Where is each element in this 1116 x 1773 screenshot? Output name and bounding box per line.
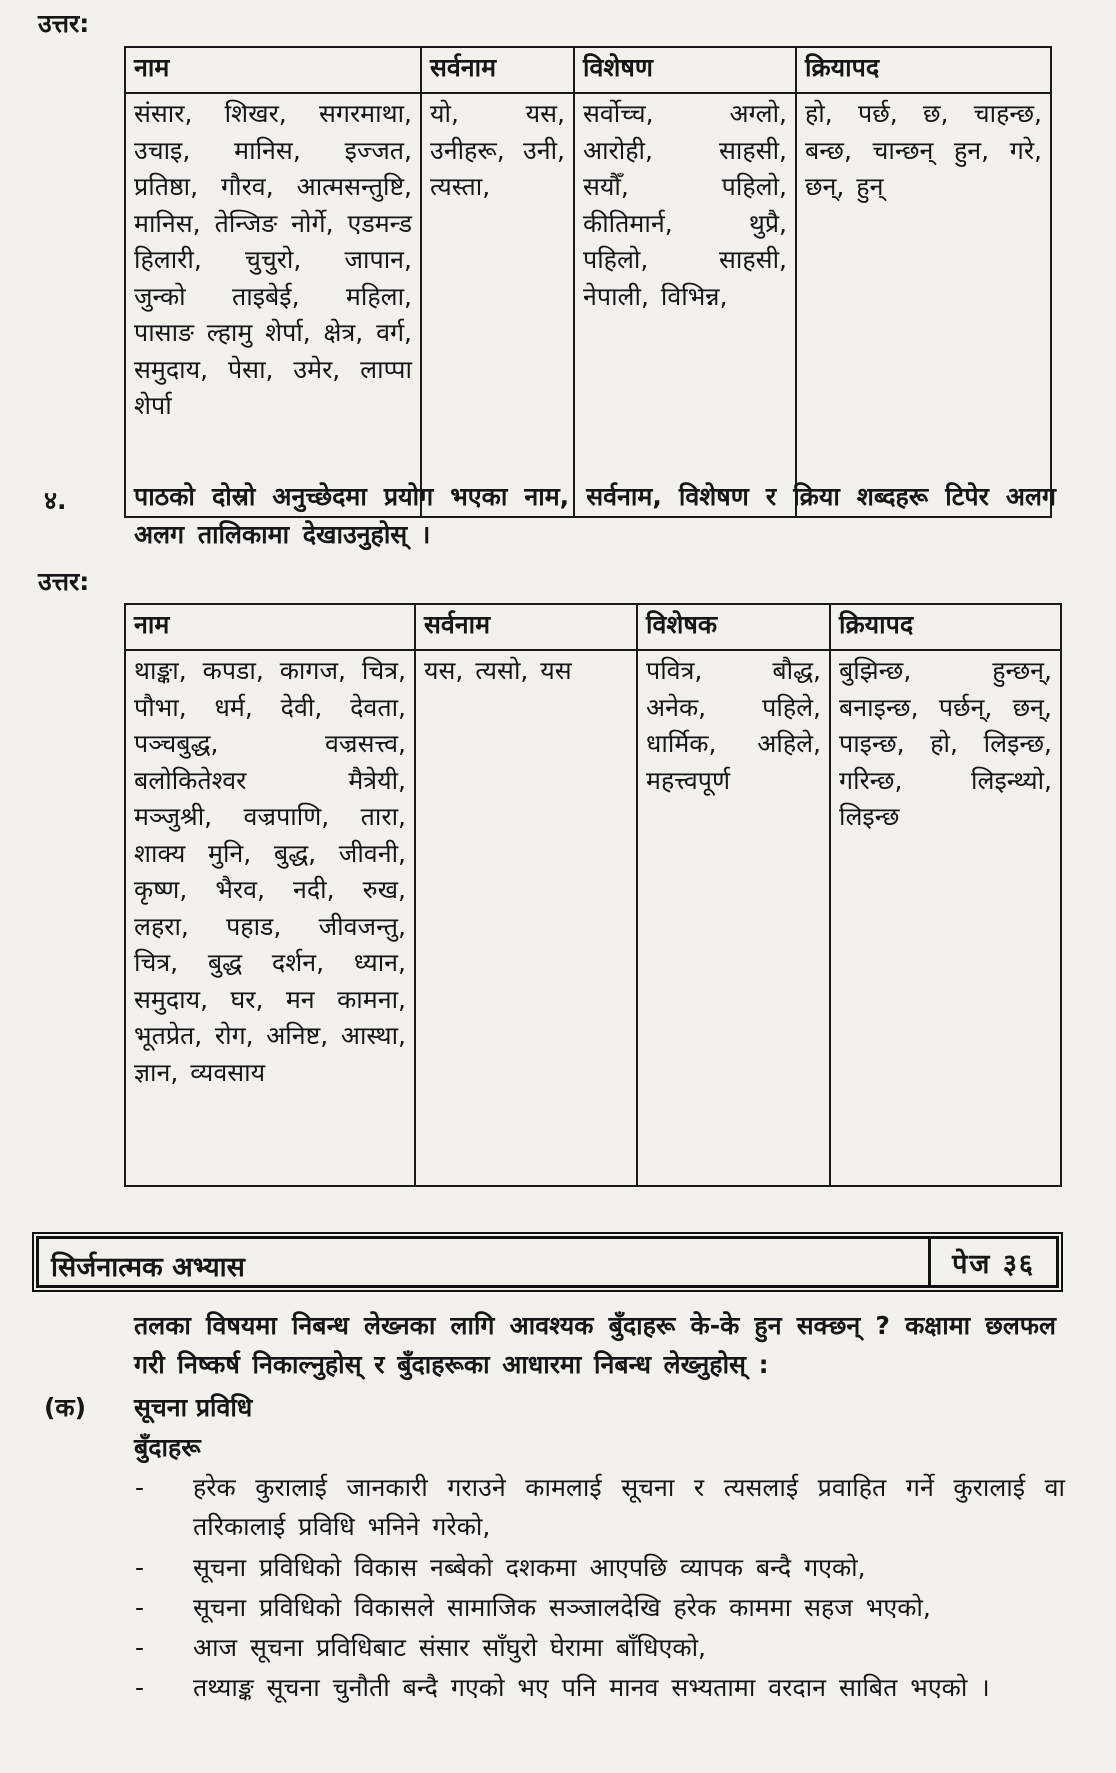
dash-icon: -: [135, 1633, 145, 1662]
header-pronoun: सर्वनाम: [415, 604, 637, 650]
exercise-instructions: तलका विषयमा निबन्ध लेख्नका लागि आवश्यक बुँदाहरू के-के हुन सक्छन् ? कक्षामा छलफल गरी निष्कर्ष निकाल्नुहोस् र बुँदाहरूका आधारमा निबन्ध लेख्नुहोस् :: [134, 1311, 1056, 1379]
table-header-row: [125, 47, 1051, 93]
page-number: पेज ३६: [928, 1239, 1056, 1285]
question-number: ४.: [44, 486, 67, 515]
cell-adjectives: सर्वोच्च, अग्लो, आरोही, साहसी, सयौँ, पहिलो, कीतिमार्न, थुप्रै, पहिलो, साहसी, नेपाली, विभिन्न,: [574, 93, 796, 517]
list-item-text: आज सूचना प्रविधिबाट संसार साँघुरो घेरामा बाँधिएको,: [193, 1633, 707, 1662]
header-modifier: विशेषक: [637, 604, 830, 650]
table-header-row: [125, 604, 1061, 650]
list-item: [135, 1628, 1065, 1667]
word-table-1: [124, 46, 1052, 518]
cell-modifiers: पवित्र, बौद्ध, अनेक, पहिले, धार्मिक, अहिले, महत्त्वपूर्ण: [637, 650, 830, 1186]
header-verb: क्रियापद: [830, 604, 1061, 650]
dash-icon: -: [135, 1673, 145, 1702]
cell-verbs: बुझिन्छ, हुन्छन्, बनाइन्छ, पर्छन्, छन्, पाइन्छ, हो, लिइन्छ, गरिन्छ, लिइन्थ्यो, लिइन्छ: [830, 650, 1061, 1186]
list-item-text: सूचना प्रविधिको विकासले सामाजिक सञ्जालदेखि हरेक काममा सहज भएको,: [193, 1593, 931, 1622]
cell-pronouns: यो, यस, उनीहरू, उनी, त्यस्ता,: [421, 93, 574, 517]
header-noun: नाम: [125, 604, 415, 650]
topic-marker: (क): [44, 1393, 87, 1422]
table-row: [125, 93, 1051, 517]
topic-title: सूचना प्रविधि: [134, 1393, 253, 1422]
word-table-2: [124, 603, 1062, 1187]
list-item-text: सूचना प्रविधिको विकास नब्बेको दशकमा आएपछि व्यापक बन्दै गएको,: [193, 1553, 866, 1582]
dash-icon: -: [135, 1593, 145, 1622]
cell-nouns: संसार, शिखर, सगरमाथा, उचाइ, मानिस, इज्जत, प्रतिष्ठा, गौरव, आत्मसन्तुष्टि, मानिस, तेन्जिङ नोर्गे, एडमन्ड हिलारी, चुचुरो, जापान, जुन्को ताइबेई, महिला, पासाङ ल्हामु शेर्पा, क्षेत्र, वर्ग, समुदाय, पेसा, उमेर, लाप्पा शेर्पा: [125, 93, 421, 517]
list-item: [135, 1468, 1065, 1546]
answer-label: उत्तर:: [38, 9, 90, 38]
header-verb: क्रियापद: [796, 47, 1051, 93]
list-item: [135, 1668, 1065, 1707]
cell-verbs: हो, पर्छ, छ, चाहन्छ, बन्छ, चान्छन् हुन, गरे, छन्, हुन्: [796, 93, 1051, 517]
cell-nouns: थाङ्का, कपडा, कागज, चित्र, पौभा, धर्म, देवी, देवता, पञ्चबुद्ध, वज्रसत्त्व, बलोकितेश्वर मैत्रेयी, मञ्जुश्री, वज्रपाणि, तारा, शाक्य मुनि, बुद्ध, जीवनी, कृष्ण, भैरव, नदी, रुख, लहरा, पहाड, जीवजन्तु, चित्र, बुद्ध दर्शन, ध्यान, समुदाय, घर, मन कामना, भूतप्रेत, रोग, अनिष्ट, आस्था, ज्ञान, व्यवसाय: [125, 650, 415, 1186]
dash-icon: -: [135, 1553, 145, 1582]
answer-label-2: उत्तर:: [38, 567, 90, 596]
list-item: [135, 1588, 1065, 1627]
question-text: पाठको दोस्रो अनुच्छेदमा प्रयोग भएका नाम, सर्वनाम, विशेषण र क्रिया शब्दहरू टिपेर अलग अलग तालिकामा देखाउनुहोस् ।: [134, 482, 1056, 549]
header-noun: नाम: [125, 47, 421, 93]
list-item-text: हरेक कुरालाई जानकारी गराउने कामलाई सूचना र त्यसलाई प्रवाहित गर्ने कुरालाई वा तरिकालाई प्रविधि भनिने गरेको,: [193, 1473, 1065, 1541]
table-row: [125, 650, 1061, 1186]
section-banner: [36, 1236, 1059, 1288]
header-pronoun: सर्वनाम: [421, 47, 574, 93]
list-item-text: तथ्याङ्क सूचना चुनौती बन्दै गएको भए पनि मानव सभ्यतामा वरदान साबित भएको ।: [193, 1673, 990, 1702]
points-label: बुँदाहरू: [134, 1433, 201, 1462]
cell-pronouns: यस, त्यसो, यस: [415, 650, 637, 1186]
section-title: सिर्जनात्मक अभ्यास: [51, 1252, 245, 1283]
list-item: [135, 1548, 1065, 1587]
dash-icon: -: [135, 1473, 145, 1502]
header-adjective: विशेषण: [574, 47, 796, 93]
